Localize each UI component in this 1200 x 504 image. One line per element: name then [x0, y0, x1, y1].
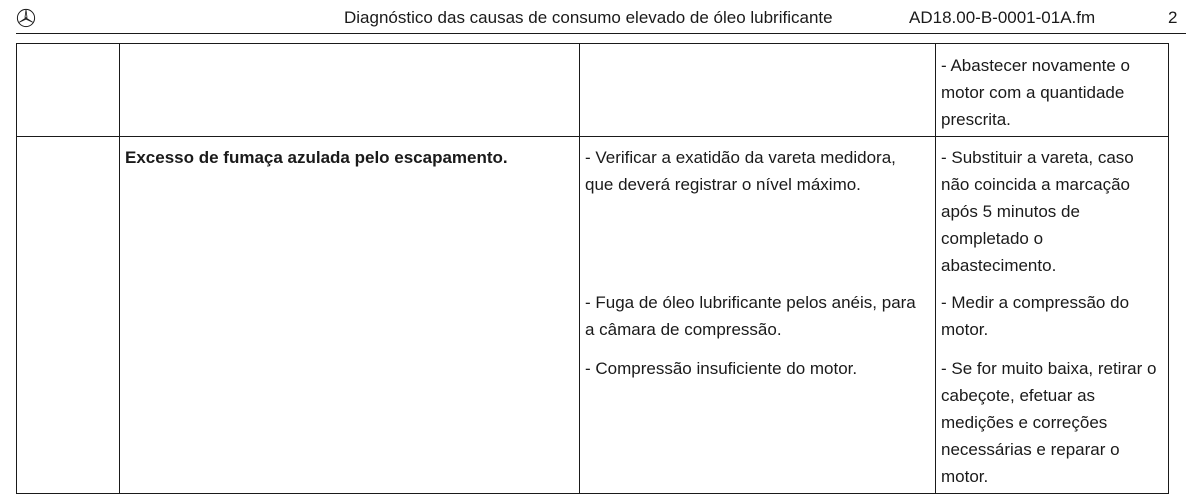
column-divider [579, 44, 580, 493]
diagnosis-table [16, 43, 1169, 494]
page-header [0, 0, 1200, 34]
text-line: motor. [941, 467, 989, 486]
text-line: prescrita. [941, 110, 1011, 129]
text-line: necessárias e reparar o [941, 440, 1120, 459]
remedy-item [941, 289, 1129, 343]
header-rule [16, 33, 1186, 34]
document-file-name: AD18.00-B-0001-01A.fm [909, 8, 1096, 27]
remedy-item [941, 355, 1156, 490]
text-line: não coincida a marcação [941, 175, 1131, 194]
text-line: medições e correções [941, 413, 1108, 432]
text-line: - Verificar a exatidão da vareta medidora, [585, 148, 896, 167]
text-line: - Fuga de óleo lubrificante pelos anéis, para [585, 293, 916, 312]
cause-item [585, 289, 916, 343]
text-line: cabeçote, efetuar as [941, 386, 1096, 405]
column-divider [935, 44, 936, 493]
page-number: 2 [1168, 8, 1178, 27]
text-line: que deverá registrar o nível máximo. [585, 175, 861, 194]
text-line: abastecimento. [941, 256, 1057, 275]
cause-item [585, 355, 857, 382]
text-line: - Abastecer novamente o [941, 56, 1131, 75]
text-line: motor. [941, 320, 989, 339]
document-title: Diagnóstico das causas de consumo elevado de óleo lubrificante [344, 8, 833, 27]
text-line: - Substituir a vareta, caso [941, 148, 1134, 167]
text-line: completado o [941, 229, 1044, 248]
text-line: - Se for muito baixa, retirar o [941, 359, 1157, 378]
text-line: - Medir a compressão do [941, 293, 1130, 312]
cause-item [585, 144, 896, 198]
row-divider [17, 136, 1168, 137]
text-line: - Compressão insuficiente do motor. [585, 359, 858, 378]
remedy-item [941, 144, 1134, 279]
text-line: a câmara de compressão. [585, 320, 782, 339]
table-row-1-remedy [941, 52, 1130, 133]
text-line: motor com a quantidade [941, 83, 1125, 102]
text-line: após 5 minutos de [941, 202, 1080, 221]
column-divider [119, 44, 120, 493]
mercedes-star-icon [16, 8, 36, 28]
table-row-2-symptom: Excesso de fumaça azulada pelo escapamento. [125, 148, 508, 167]
